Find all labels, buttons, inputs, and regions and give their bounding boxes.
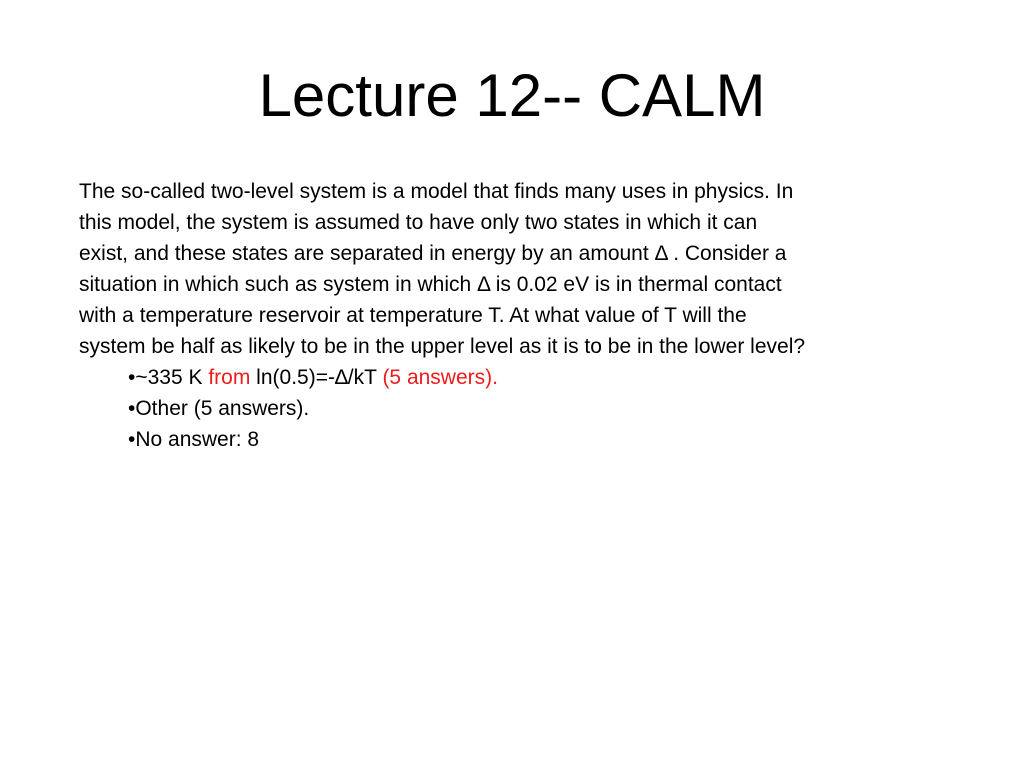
answer-formula: ln(0.5)=-∆/kT (250, 366, 383, 389)
answer-from-label: from (208, 366, 251, 389)
question-line: this model, the system is assumed to have only two states in which it can (79, 211, 758, 234)
answer-item-other: •Other (5 answers). (128, 397, 310, 420)
question-line: exist, and these states are separated in energy by an amount Δ . Consider a (79, 242, 787, 265)
question-paragraph (79, 176, 999, 362)
answer-item-no-answer: •No answer: 8 (128, 428, 260, 451)
answer-list (79, 362, 999, 455)
slide-title: Lecture 12-- CALM (258, 62, 766, 129)
answer-item-335k (128, 362, 999, 393)
question-line: with a temperature reservoir at temperature T. At what value of T will the (79, 304, 747, 327)
question-line: situation in which such as system in which Δ is 0.02 eV is in thermal contact (79, 273, 782, 296)
question-line: The so-called two-level system is a model that finds many uses in physics. In (79, 180, 794, 203)
question-line: system be half as likely to be in the upper level as it is to be in the lower level? (79, 335, 806, 358)
slide-body (79, 176, 999, 455)
answer-count: (5 answers). (382, 366, 498, 389)
answer-value: •~335 K (128, 366, 209, 389)
